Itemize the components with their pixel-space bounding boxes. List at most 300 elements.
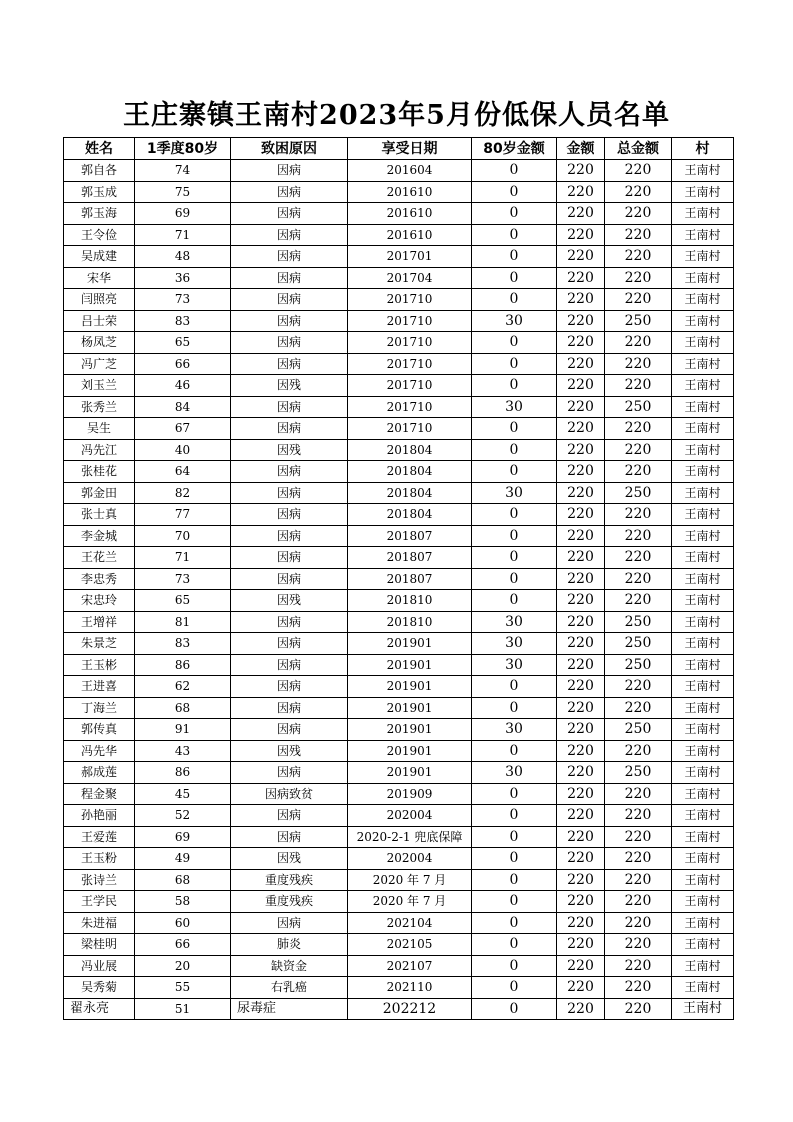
q1-80-cell: 82 <box>135 482 231 504</box>
name-cell: 吴秀菊 <box>64 977 135 999</box>
name-cell: 郭自各 <box>64 160 135 182</box>
cause-cell: 重度残疾 <box>231 891 348 913</box>
amount-cell: 220 <box>557 633 605 655</box>
q1-80-cell: 74 <box>135 160 231 182</box>
80-amount-cell: 0 <box>472 805 557 827</box>
amount-cell: 220 <box>557 611 605 633</box>
start-date-cell: 201901 <box>348 697 472 719</box>
start-date-cell: 201710 <box>348 396 472 418</box>
80-amount-cell: 0 <box>472 525 557 547</box>
name-cell: 孙艳丽 <box>64 805 135 827</box>
table-row <box>64 955 734 977</box>
total-cell: 220 <box>605 955 672 977</box>
80-amount-cell: 0 <box>472 740 557 762</box>
table-row <box>64 740 734 762</box>
q1-80-cell: 20 <box>135 955 231 977</box>
q1-80-cell: 65 <box>135 590 231 612</box>
cause-cell: 因病 <box>231 547 348 569</box>
cause-cell: 重度残疾 <box>231 869 348 891</box>
amount-cell: 220 <box>557 762 605 784</box>
start-date-cell: 201710 <box>348 289 472 311</box>
cause-cell: 因病 <box>231 160 348 182</box>
total-cell: 220 <box>605 289 672 311</box>
village-cell: 王南村 <box>672 568 734 590</box>
80-amount-cell: 0 <box>472 955 557 977</box>
table-row <box>64 160 734 182</box>
cause-cell: 因残 <box>231 375 348 397</box>
name-cell: 李忠秀 <box>64 568 135 590</box>
amount-cell: 220 <box>557 160 605 182</box>
village-cell: 王南村 <box>672 654 734 676</box>
village-cell: 王南村 <box>672 332 734 354</box>
q1-80-cell: 68 <box>135 697 231 719</box>
cause-cell: 因残 <box>231 740 348 762</box>
total-cell: 250 <box>605 482 672 504</box>
village-cell: 王南村 <box>672 697 734 719</box>
q1-80-cell: 45 <box>135 783 231 805</box>
total-cell: 220 <box>605 439 672 461</box>
table-row <box>64 654 734 676</box>
80-amount-cell: 30 <box>472 719 557 741</box>
village-cell: 王南村 <box>672 203 734 225</box>
village-cell: 王南村 <box>672 740 734 762</box>
start-date-cell: 201901 <box>348 740 472 762</box>
start-date-cell: 201610 <box>348 224 472 246</box>
start-date-cell: 202004 <box>348 848 472 870</box>
start-date-cell: 202105 <box>348 934 472 956</box>
assistance-roster-table <box>63 137 734 1020</box>
cause-cell: 肺炎 <box>231 934 348 956</box>
name-cell: 郭传真 <box>64 719 135 741</box>
village-cell: 王南村 <box>672 160 734 182</box>
start-date-cell: 201901 <box>348 654 472 676</box>
80-amount-cell: 0 <box>472 977 557 999</box>
total-cell: 220 <box>605 547 672 569</box>
name-cell: 朱景芝 <box>64 633 135 655</box>
q1-80-cell: 71 <box>135 224 231 246</box>
village-cell: 王南村 <box>672 547 734 569</box>
village-cell: 王南村 <box>672 805 734 827</box>
table-row <box>64 375 734 397</box>
total-cell: 250 <box>605 633 672 655</box>
start-date-cell: 202212 <box>348 998 472 1020</box>
total-cell: 220 <box>605 912 672 934</box>
q1-80-cell: 81 <box>135 611 231 633</box>
table-row <box>64 826 734 848</box>
cause-cell: 因病 <box>231 697 348 719</box>
name-cell: 翟永亮 <box>64 998 135 1020</box>
80-amount-cell: 0 <box>472 783 557 805</box>
80-amount-cell: 0 <box>472 289 557 311</box>
start-date-cell: 201909 <box>348 783 472 805</box>
village-cell: 王南村 <box>672 762 734 784</box>
q1-80-cell: 75 <box>135 181 231 203</box>
name-cell: 郭玉海 <box>64 203 135 225</box>
80-amount-cell: 0 <box>472 848 557 870</box>
start-date-cell: 201807 <box>348 525 472 547</box>
table-row <box>64 224 734 246</box>
village-cell: 王南村 <box>672 826 734 848</box>
80-amount-cell: 30 <box>472 310 557 332</box>
q1-80-cell: 67 <box>135 418 231 440</box>
table-row <box>64 461 734 483</box>
start-date-cell: 201901 <box>348 762 472 784</box>
village-cell: 王南村 <box>672 461 734 483</box>
start-date-cell: 201901 <box>348 719 472 741</box>
village-cell: 王南村 <box>672 246 734 268</box>
cause-cell: 因病 <box>231 396 348 418</box>
amount-cell: 220 <box>557 654 605 676</box>
amount-cell: 220 <box>557 504 605 526</box>
amount-cell: 220 <box>557 246 605 268</box>
name-cell: 吕士荣 <box>64 310 135 332</box>
total-cell: 220 <box>605 418 672 440</box>
table-row <box>64 353 734 375</box>
start-date-cell: 201710 <box>348 353 472 375</box>
name-cell: 郭金田 <box>64 482 135 504</box>
q1-80-cell: 40 <box>135 439 231 461</box>
table-row <box>64 482 734 504</box>
cause-cell: 因病 <box>231 676 348 698</box>
cause-cell: 因病 <box>231 246 348 268</box>
total-cell: 220 <box>605 977 672 999</box>
80-amount-cell: 0 <box>472 934 557 956</box>
cause-cell: 因病 <box>231 719 348 741</box>
name-cell: 冯业展 <box>64 955 135 977</box>
total-cell: 220 <box>605 375 672 397</box>
name-cell: 冯广芝 <box>64 353 135 375</box>
amount-cell: 220 <box>557 783 605 805</box>
total-cell: 220 <box>605 504 672 526</box>
total-cell: 250 <box>605 654 672 676</box>
table-row <box>64 697 734 719</box>
q1-80-cell: 55 <box>135 977 231 999</box>
start-date-cell: 201901 <box>348 676 472 698</box>
start-date-cell: 2020 年 7 月 <box>348 891 472 913</box>
column-header-total: 总金额 <box>605 138 672 160</box>
80-amount-cell: 0 <box>472 461 557 483</box>
80-amount-cell: 0 <box>472 547 557 569</box>
village-cell: 王南村 <box>672 869 734 891</box>
cause-cell: 因病 <box>231 181 348 203</box>
name-cell: 梁桂明 <box>64 934 135 956</box>
header-row <box>64 138 734 160</box>
start-date-cell: 201710 <box>348 310 472 332</box>
table-row <box>64 977 734 999</box>
village-cell: 王南村 <box>672 525 734 547</box>
amount-cell: 220 <box>557 525 605 547</box>
name-cell: 朱进福 <box>64 912 135 934</box>
amount-cell: 220 <box>557 396 605 418</box>
cause-cell: 因病 <box>231 826 348 848</box>
amount-cell: 220 <box>557 826 605 848</box>
cause-cell: 因病 <box>231 353 348 375</box>
start-date-cell: 201610 <box>348 203 472 225</box>
name-cell: 吴成建 <box>64 246 135 268</box>
amount-cell: 220 <box>557 289 605 311</box>
cause-cell: 因病 <box>231 611 348 633</box>
name-cell: 程金聚 <box>64 783 135 805</box>
cause-cell: 因病 <box>231 461 348 483</box>
80-amount-cell: 30 <box>472 654 557 676</box>
start-date-cell: 201804 <box>348 461 472 483</box>
amount-cell: 220 <box>557 482 605 504</box>
amount-cell: 220 <box>557 697 605 719</box>
column-header-start-date: 享受日期 <box>348 138 472 160</box>
village-cell: 王南村 <box>672 977 734 999</box>
total-cell: 220 <box>605 203 672 225</box>
total-cell: 220 <box>605 826 672 848</box>
cause-cell: 因病 <box>231 418 348 440</box>
start-date-cell: 201807 <box>348 568 472 590</box>
amount-cell: 220 <box>557 203 605 225</box>
village-cell: 王南村 <box>672 289 734 311</box>
amount-cell: 220 <box>557 676 605 698</box>
start-date-cell: 201710 <box>348 332 472 354</box>
total-cell: 220 <box>605 332 672 354</box>
total-cell: 250 <box>605 762 672 784</box>
total-cell: 220 <box>605 525 672 547</box>
amount-cell: 220 <box>557 224 605 246</box>
total-cell: 220 <box>605 848 672 870</box>
village-cell: 王南村 <box>672 310 734 332</box>
total-cell: 220 <box>605 224 672 246</box>
amount-cell: 220 <box>557 955 605 977</box>
cause-cell: 因病 <box>231 310 348 332</box>
village-cell: 王南村 <box>672 611 734 633</box>
total-cell: 220 <box>605 160 672 182</box>
total-cell: 220 <box>605 998 672 1020</box>
start-date-cell: 2020-2-1 兜底保障 <box>348 826 472 848</box>
start-date-cell: 201901 <box>348 633 472 655</box>
80-amount-cell: 0 <box>472 676 557 698</box>
80-amount-cell: 0 <box>472 246 557 268</box>
start-date-cell: 202004 <box>348 805 472 827</box>
total-cell: 220 <box>605 461 672 483</box>
80-amount-cell: 0 <box>472 590 557 612</box>
start-date-cell: 201810 <box>348 590 472 612</box>
cause-cell: 因病 <box>231 482 348 504</box>
village-cell: 王南村 <box>672 891 734 913</box>
table-row <box>64 934 734 956</box>
start-date-cell: 201804 <box>348 439 472 461</box>
cause-cell: 因病 <box>231 332 348 354</box>
name-cell: 杨凤芝 <box>64 332 135 354</box>
q1-80-cell: 64 <box>135 461 231 483</box>
table-row <box>64 568 734 590</box>
80-amount-cell: 0 <box>472 998 557 1020</box>
name-cell: 郝成莲 <box>64 762 135 784</box>
start-date-cell: 202104 <box>348 912 472 934</box>
column-header-amount: 金额 <box>557 138 605 160</box>
amount-cell: 220 <box>557 375 605 397</box>
name-cell: 张桂花 <box>64 461 135 483</box>
amount-cell: 220 <box>557 418 605 440</box>
q1-80-cell: 83 <box>135 310 231 332</box>
name-cell: 宋忠玲 <box>64 590 135 612</box>
table-row <box>64 396 734 418</box>
amount-cell: 220 <box>557 332 605 354</box>
name-cell: 王进喜 <box>64 676 135 698</box>
table-row <box>64 783 734 805</box>
total-cell: 220 <box>605 246 672 268</box>
start-date-cell: 201710 <box>348 418 472 440</box>
q1-80-cell: 46 <box>135 375 231 397</box>
cause-cell: 因残 <box>231 848 348 870</box>
80-amount-cell: 0 <box>472 224 557 246</box>
q1-80-cell: 66 <box>135 353 231 375</box>
80-amount-cell: 0 <box>472 332 557 354</box>
total-cell: 250 <box>605 611 672 633</box>
80-amount-cell: 0 <box>472 568 557 590</box>
q1-80-cell: 86 <box>135 654 231 676</box>
amount-cell: 220 <box>557 740 605 762</box>
q1-80-cell: 48 <box>135 246 231 268</box>
80-amount-cell: 0 <box>472 353 557 375</box>
total-cell: 220 <box>605 267 672 289</box>
start-date-cell: 201604 <box>348 160 472 182</box>
name-cell: 张诗兰 <box>64 869 135 891</box>
roster-body <box>64 160 734 1020</box>
start-date-cell: 201804 <box>348 482 472 504</box>
name-cell: 丁海兰 <box>64 697 135 719</box>
village-cell: 王南村 <box>672 267 734 289</box>
table-row <box>64 891 734 913</box>
amount-cell: 220 <box>557 267 605 289</box>
q1-80-cell: 77 <box>135 504 231 526</box>
table-row <box>64 676 734 698</box>
amount-cell: 220 <box>557 461 605 483</box>
start-date-cell: 201810 <box>348 611 472 633</box>
q1-80-cell: 71 <box>135 547 231 569</box>
amount-cell: 220 <box>557 439 605 461</box>
village-cell: 王南村 <box>672 375 734 397</box>
name-cell: 王令俭 <box>64 224 135 246</box>
table-row <box>64 203 734 225</box>
name-cell: 王学民 <box>64 891 135 913</box>
village-cell: 王南村 <box>672 181 734 203</box>
name-cell: 郭玉成 <box>64 181 135 203</box>
total-cell: 220 <box>605 891 672 913</box>
table-row <box>64 332 734 354</box>
80-amount-cell: 30 <box>472 482 557 504</box>
name-cell: 闫照亮 <box>64 289 135 311</box>
table-row <box>64 310 734 332</box>
cause-cell: 右乳癌 <box>231 977 348 999</box>
amount-cell: 220 <box>557 547 605 569</box>
village-cell: 王南村 <box>672 719 734 741</box>
q1-80-cell: 58 <box>135 891 231 913</box>
total-cell: 220 <box>605 869 672 891</box>
table-row <box>64 504 734 526</box>
80-amount-cell: 30 <box>472 762 557 784</box>
start-date-cell: 201701 <box>348 246 472 268</box>
amount-cell: 220 <box>557 998 605 1020</box>
amount-cell: 220 <box>557 310 605 332</box>
amount-cell: 220 <box>557 353 605 375</box>
start-date-cell: 201704 <box>348 267 472 289</box>
name-cell: 张秀兰 <box>64 396 135 418</box>
q1-80-cell: 52 <box>135 805 231 827</box>
village-cell: 王南村 <box>672 998 734 1020</box>
table-row <box>64 418 734 440</box>
amount-cell: 220 <box>557 568 605 590</box>
80-amount-cell: 0 <box>472 418 557 440</box>
q1-80-cell: 86 <box>135 762 231 784</box>
village-cell: 王南村 <box>672 590 734 612</box>
column-header-cause: 致困原因 <box>231 138 348 160</box>
name-cell: 冯先华 <box>64 740 135 762</box>
amount-cell: 220 <box>557 869 605 891</box>
village-cell: 王南村 <box>672 353 734 375</box>
q1-80-cell: 69 <box>135 826 231 848</box>
amount-cell: 220 <box>557 181 605 203</box>
village-cell: 王南村 <box>672 912 734 934</box>
total-cell: 250 <box>605 719 672 741</box>
column-header-q1-80: 1季度80岁 <box>135 138 231 160</box>
cause-cell: 因病 <box>231 568 348 590</box>
table-row <box>64 848 734 870</box>
table-row <box>64 762 734 784</box>
cause-cell: 因残 <box>231 439 348 461</box>
80-amount-cell: 0 <box>472 869 557 891</box>
name-cell: 冯先江 <box>64 439 135 461</box>
cause-cell: 因病致贫 <box>231 783 348 805</box>
name-cell: 王增祥 <box>64 611 135 633</box>
village-cell: 王南村 <box>672 848 734 870</box>
start-date-cell: 201807 <box>348 547 472 569</box>
cause-cell: 因病 <box>231 289 348 311</box>
village-cell: 王南村 <box>672 482 734 504</box>
q1-80-cell: 69 <box>135 203 231 225</box>
80-amount-cell: 0 <box>472 439 557 461</box>
80-amount-cell: 0 <box>472 267 557 289</box>
table-row <box>64 633 734 655</box>
cause-cell: 因病 <box>231 805 348 827</box>
name-cell: 王玉彬 <box>64 654 135 676</box>
village-cell: 王南村 <box>672 504 734 526</box>
q1-80-cell: 36 <box>135 267 231 289</box>
start-date-cell: 202110 <box>348 977 472 999</box>
total-cell: 220 <box>605 805 672 827</box>
amount-cell: 220 <box>557 805 605 827</box>
name-cell: 宋华 <box>64 267 135 289</box>
table-row <box>64 267 734 289</box>
total-cell: 220 <box>605 676 672 698</box>
table-row <box>64 805 734 827</box>
cause-cell: 因病 <box>231 504 348 526</box>
name-cell: 刘玉兰 <box>64 375 135 397</box>
village-cell: 王南村 <box>672 396 734 418</box>
table-row <box>64 611 734 633</box>
column-header-name: 姓名 <box>64 138 135 160</box>
amount-cell: 220 <box>557 848 605 870</box>
q1-80-cell: 83 <box>135 633 231 655</box>
80-amount-cell: 0 <box>472 891 557 913</box>
table-row <box>64 181 734 203</box>
village-cell: 王南村 <box>672 224 734 246</box>
cause-cell: 因病 <box>231 654 348 676</box>
table-row <box>64 719 734 741</box>
q1-80-cell: 68 <box>135 869 231 891</box>
table-row <box>64 439 734 461</box>
cause-cell: 尿毒症 <box>231 998 348 1020</box>
80-amount-cell: 0 <box>472 375 557 397</box>
cause-cell: 因病 <box>231 633 348 655</box>
total-cell: 220 <box>605 697 672 719</box>
q1-80-cell: 51 <box>135 998 231 1020</box>
page-title: 王庄寨镇王南村2023年5月份低保人员名单 <box>123 100 670 131</box>
